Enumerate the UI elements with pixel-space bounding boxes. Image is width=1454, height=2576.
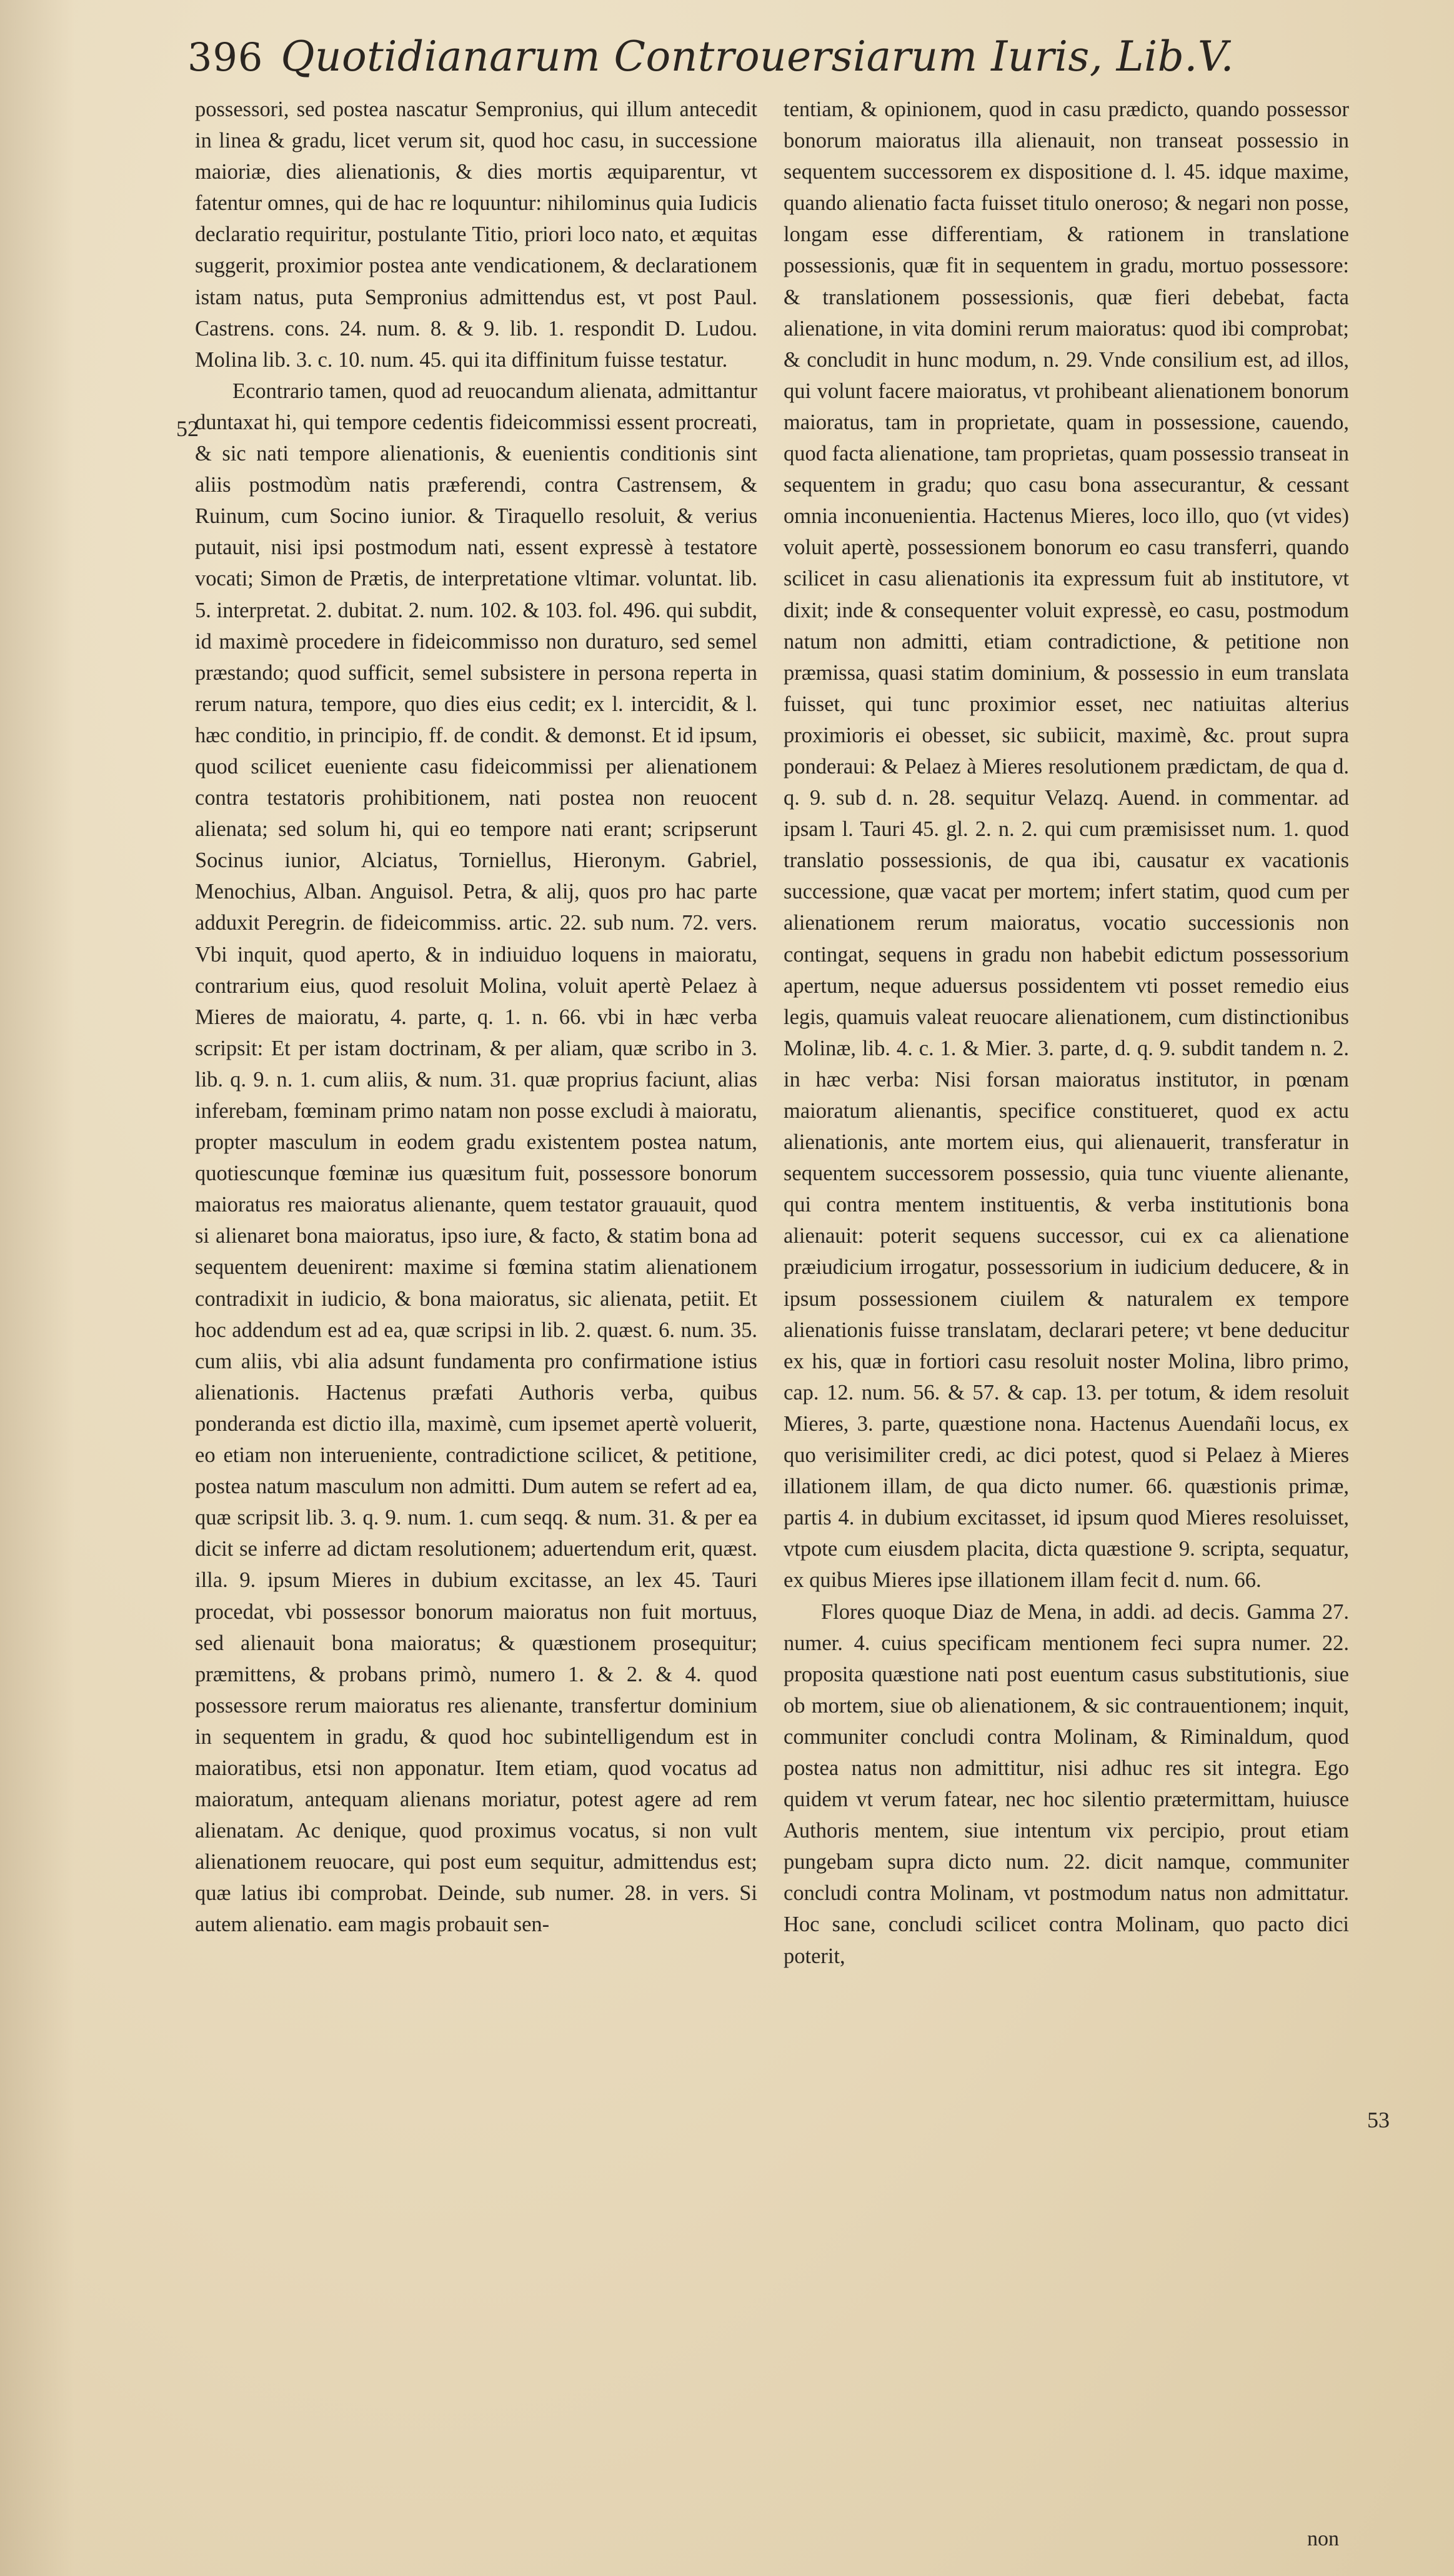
left-paragraph-1: possessori, sed postea nascatur Sempronius, qui illum antecedit in linea & gradu, licet verum sit, quod hoc casu, in successione maioriæ, dies alienationis, & dies mortis æquiparentur, vt fatentur omnes, qui de hac re loquuntur: nihilominus quia Iudicis declaratio requiritur, postulante Titio, priori loco nato, et æquitas suggerit, proximior postea ante vendicationem, & declarationem istam natus, puta Sempronius admittendus est, vt post Paul. Castrens. cons. 24. num. 8. & 9. lib. 1. respondit D. Ludou. Molina lib. 3. c. 10. num. 45. qui ita diffinitum fuisse testatur. — [195, 97, 757, 372]
page-number: 396 — [187, 34, 264, 80]
right-column — [784, 94, 1349, 1972]
right-paragraph-2: Flores quoque Diaz de Mena, in addi. ad decis. Gamma 27. numer. 4. cuius specificam mentionem feci supra numer. 22. proposita quæstione nati post euentum casus substitutionis, siue ob mortem, siue ob alienationem, & sic contrauentionem; inquit, communiter concludi contra Molinam, & Riminaldum, quod postea natus non admittitur, nisi adhuc res sit integra. Ego quidem vt verum fatear, nec hoc silentio prætermittam, huiusce Authoris mentem, siue intentum vix percipio, prout etiam pungebam supra dicto num. 22. dicit namque, communiter concludi contra Molinam, vt postmodum natus non admittatur. Hoc sane, concludi scilicet contra Molinam, quo pacto dici poterit, — [784, 1599, 1349, 1968]
left-paragraph-2: Econtrario tamen, quod ad reuocandum alienata, admittantur duntaxat hi, qui tempore cedentis fideicommissi essent procreati, & sic nati tempore alienationis, & euenientis conditionis sint aliis postmodùm natis præferendi, contra Castrensem, & Ruinum, cum Socino iunior. & Tiraquello resoluit, & verius putauit, nisi ipsi postmodum nati, essent expressè à testatore vocati; Simon de Prætis, de interpretatione vltimar. voluntat. lib. 5. interpretat. 2. dubitat. 2. num. 102. & 103. fol. 496. qui subdit, id maximè procedere in fideicommisso non duraturo, sed semel præstando; quod sufficit, semel subsistere in persona reperta in rerum natura, tempore, quo dies eius cedit; ex l. intercidit, & l. hæc conditio, in principio, ff. de condit. & demonst. Et id ipsum, quod scilicet eueniente casu fideicommissi per alienationem contra testatoris prohibitionem, nati postea non reuocent alienata; sed solum hi, qui eo tempore nati erant; scripserunt Socinus iunior, Alciatus, Torniellus, Hieronym. Gabriel, Menochius, Alban. Anguisol. Petra, & alij, quos pro hac parte adduxit Peregrin. de fideicommiss. artic. 22. sub num. 72. vers. Vbi inquit, quod aperto, & in indiuiduo loquens in maioratu, contrarium eius, quod resoluit Molina, voluit apertè Pelaez à Mieres de maioratu, 4. parte, q. 1. n. 66. vbi in hæc verba scripsit: Et per istam doctrinam, & per aliam, quæ scribo in 3. lib. q. 9. n. 1. cum aliis, & num. 31. quæ proprius faciunt, alias inferebam, fœminam primo natam non posse excludi à maioratu, propter masculum in eodem gradu existentem postea natum, quotiescunque fœminæ ius quæsitum fuit, possessore bonorum maioratus res maioratus alienante, quem testator grauauit, quod si alienaret bona maioratus, ipso iure, & facto, & statim bona ad sequentem deuenirent: maxime si fœmina statim alienationem contradixit in iudicio, & bona maioratus, sic alienata, petiit. Et hoc addendum est ad ea, quæ scripsi in lib. 2. quæst. 6. num. 35. cum aliis, vbi alia adsunt fundamenta pro confirmatione istius alienationis. Hactenus præfati Authoris verba, quibus ponderanda est dictio illa, maximè, cum ipsemet apertè voluerit, eo etiam non interueniente, contradictione scilicet, & petitione, postea natum masculum non admitti. Dum autem se refert ad ea, quæ scripsit lib. 3. q. 9. num. 1. cum seqq. & num. 31. & per ea dicit se inferre ad dictam resolutionem; aduertendum erit, quæst. illa. 9. ipsum Mieres in dubium excitasse, an lex 45. Tauri procedat, vbi possessor bonorum maioratus non fuit mortuus, sed alienauit bona maioratus; & quæstionem prosequitur; præmittens, & probans primò, numero 1. & 2. & 4. quod possessore rerum maioratus res alienante, transfertur dominium in sequentem in gradu, & quod hoc subintelligendum est in maioratibus, etsi non apponatur. Item etiam, quod vocatus ad maioratum, antequam alienans moriatur, potest agere ad rem alienatam. Ac denique, quod proximus vocatus, si non vult alienationem reuocare, qui post eum sequitur, admittendus est; quæ latius ibi comprobat. Deinde, sub numer. 28. in vers. Si autem alienatio. eam magis probauit sen- — [195, 379, 757, 1937]
running-title: Quotidianarum Controuersiarum Iuris, Lib.V. — [281, 32, 1234, 81]
margin-note-right: 53 — [1367, 2107, 1390, 2132]
left-column — [195, 94, 757, 1941]
right-paragraph-1: tentiam, & opinionem, quod in casu prædicto, quando possessor bonorum maioratus illa alienauit, non transeat possessio in sequentem successorem ex dispositione d. l. 45. idque maxime, quando alienatio facta fuisset titulo oneroso; & negari non posse, longam esse differentiam, & rationem in translatione possessionis, quæ fit in sequentem in gradu, mortuo possessore: & translationem possessionis, quæ fieri debebat, facta alienatione, in vita domini rerum maioratus: quod ibi comprobat; & concludit in hunc modum, n. 29. Vnde consilium est, ad illos, qui volunt facere maioratus, vt prohibeant alienationem bonorum maioratus, tam in proprietate, quam in possessione, cauendo, quod facta alienatione, tam proprietas, quam possessio transeat in sequentem in gradu; quo casu bona assecurantur, & cessant omnia inconuenientia. Hactenus Mieres, loco illo, quo (vt vides) voluit apertè, possessionem bonorum eo casu transferri, quando scilicet in casu alienationis ita expressum fuit ab institutore, vt dixit; inde & consequenter voluit expressè, eo casu, postmodum natum non admitti, etiam contradictione, & petitione non præmissa, quasi statim dominium, & possessio in eum translata fuisset, qui tunc proximior esset, nec natiuitas alterius proximioris ei obesset, sic subiicit, maximè, &c. prout supra ponderaui: & Pelaez à Mieres resolutionem prædictam, de qua d. q. 9. sub d. n. 28. sequitur Velazq. Auend. in commentar. ad ipsam l. Tauri 45. gl. 2. n. 2. qui cum præmisisset num. 1. quod translatio possessionis, de qua ibi, causatur ex vacationis successione, quæ vacat per mortem; infert statim, quod cum per alienationem rerum maioratus, vocatio successionis non contingat, sequens in gradu non habebit edictum possessorium apertum, neque aduersus possidentem vti posset remedio eius legis, quamuis valeat reuocare alienationem, cum distinctionibus Molinæ, lib. 4. c. 1. & Mier. 3. parte, d. q. 9. subdit tandem n. 2. in hæc verba: Nisi forsan maioratus institutor, in pœnam maioratum alienantis, specifice constitueret, quod ex actu alienationis, ante mortem eius, qui alienauerit, transferatur in sequentem successorem possessio, quia tunc viuente alienante, qui contra mentem instituentis, & verba institutionis bona alienauit: poterit sequens successor, cui ex ca alienatione præiudicium irrogatur, possessorium in iudicium deducere, & in ipsum possessionem ciuilem & naturalem ex tempore alienationis fuisse translatam, declarari petere; vt bene deducitur ex his, quæ in fortiori casu resoluit noster Molina, libro primo, cap. 12. num. 56. & 57. & cap. 13. per totum, & idem resoluit Mieres, 3. parte, quæstione nona. Hactenus Auendañi locus, ex quo verisimiliter credi, ac dici potest, quod si Pelaez à Mieres illationem illam, de qua dicto numer. 66. quæstionis primæ, partis 4. in dubium excitasset, id ipsum quod Mieres resoluisset, vtpote cum eiusdem placita, dicta quæstione 9. scripta, sequatur, ex quibus Mieres ipse illationem illam fecit d. num. 66. — [784, 97, 1349, 1593]
margin-note-left: 52 — [176, 416, 199, 441]
page-shadow — [0, 0, 75, 2576]
page-header — [187, 32, 1331, 92]
catchword: non — [1307, 2527, 1339, 2550]
